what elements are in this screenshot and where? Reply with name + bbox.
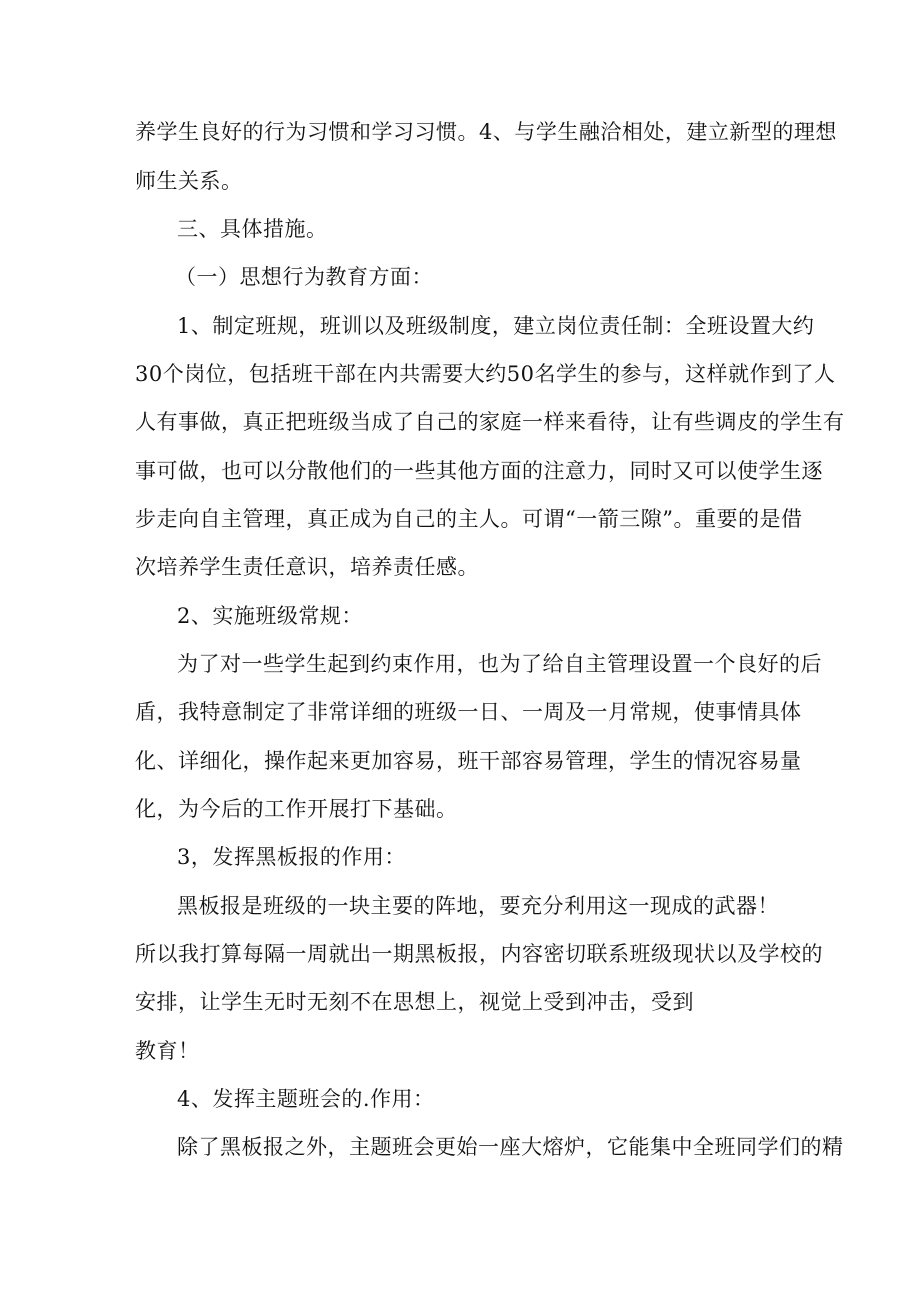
paragraph-line: 师生关系。 [135,169,243,193]
paragraph-line: 所以我打算每隔一周就出一期黑板报，内容密切联系班级现状以及学校的 [135,942,823,966]
paragraph-line: 养学生良好的行为习惯和学习习惯。4、与学生融洽相处，建立新型的理想 [135,120,837,144]
paragraph-line: 为了对一些学生起到约束作用，也为了给自主管理设置一个良好的后 [177,652,822,676]
paragraph-line: 事可做，也可以分散他们的一些其他方面的注意力，同时又可以使学生逐 [135,459,823,483]
item-heading: 4、发挥主题班会的.作用： [177,1087,435,1111]
paragraph-line: 教育！ [135,1039,200,1063]
item-heading: 3，发挥黑板报的作用： [177,845,406,869]
paragraph-line: 步走向自主管理，真正成为自己的主人。可谓“一箭三隙”。重要的是借 [135,507,803,531]
paragraph-line: 化、详细化，操作起来更加容易，班干部容易管理，学生的情况容易量 [135,749,802,773]
paragraph-line: 化，为今后的工作开展打下基础。 [135,797,458,821]
paragraph-line: 人有事做，真正把班级当成了自己的家庭一样来看待，让有些调皮的学生有 [135,410,845,434]
paragraph-line: 除了黑板报之外，主题班会更始一座大熔炉，它能集中全班同学们的精 [177,1135,844,1159]
section-heading: 三、具体措施。 [177,217,328,241]
paragraph-line: 盾，我特意制定了非常详细的班级一日、一周及一月常规，使事情具体 [135,700,802,724]
item-heading: 2、实施班级常规： [177,604,363,628]
paragraph-line: 次培养学生责任意识，培养责任感。 [135,555,479,579]
paragraph-line: 30个岗位，包括班干部在内共需要大约50名学生的参与，这样就作到了人 [135,362,836,386]
paragraph-line: 1、制定班规，班训以及班级制度，建立岗位责任制：全班设置大约 [177,314,815,338]
paragraph-line: 黑板报是班级的一块主要的阵地，要充分利用这一现成的武器！ [177,894,779,918]
paragraph-line: 安排，让学生无时无刻不在思想上，视觉上受到冲击，受到 [135,990,694,1014]
subsection-heading: （一）思想行为教育方面： [175,265,433,289]
